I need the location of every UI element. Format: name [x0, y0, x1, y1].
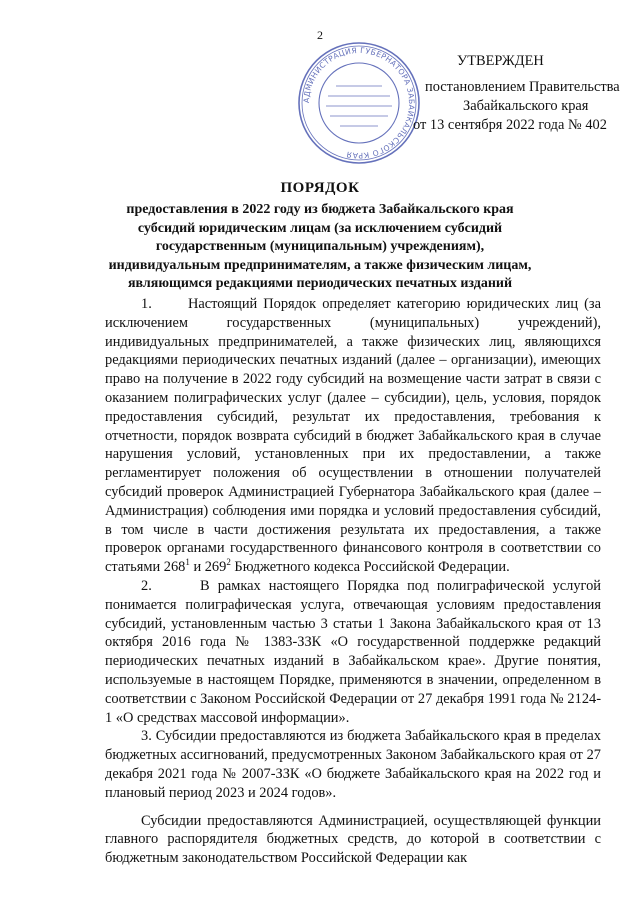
- document-body: [105, 295, 601, 868]
- approval-title: УТВЕРЖДЕН: [457, 53, 544, 69]
- paragraph-2: 2. В рамках настоящего Порядка под полиграфической услугой понимается полиграфическая услуга, отвечающая условиям предоставления субсидий, установленным частью 3 статьи 1 Закона Забайкальского края от 13 октября 2016 года № 1383-ЗЗК «О государственной поддержке редакций периодических печатных изданий в Забайкальском крае». Другие понятия, используемые в настоящем Порядке, применяются в значении, определенном в соответствии с Законом Российской Федерации от 27 декабря 1991 года № 2124-1 «О средствах массовой информации».: [105, 577, 601, 726]
- approval-block: [407, 52, 620, 135]
- approval-line-2: Забайкальского края: [463, 98, 589, 114]
- paragraph-1-text-a: 1. Настоящий Порядок определяет категорию юридических лиц (за исключением государственных (муниципальных) учреждений), индивидуальных предпринимателей, а также физических лиц, являющихся редакциями периодических печатных изданий (далее – организации), имеющих право на получение в 2022 году субсидий на возмещение части затрат в связи с оказанием полиграфических услуг (далее – субсидии), цель, условия, порядок предоставления субсидий, результат их предоставления, требования к отчетности, порядок возврата субсидий в бюджет Забайкальского края в случае нарушения условий, установленных при их предоставлении, а также регламентирует положения об осуществлении в отношении получателей субсидий проверок Администрацией Губернатора Забайкальского края (далее – Администрация) соблюдения ими порядка и условий предоставления субсидий, в том числе в части достижения результата их предоставления, а также проверок органами государственного финансового контроля в соответствии со статьями 268: [105, 296, 601, 576]
- paragraph-1-text-c: Бюджетного кодекса Российской Федерации.: [230, 559, 510, 576]
- document-heading: [100, 180, 540, 294]
- page-number: 2: [317, 28, 323, 42]
- paragraph-4: Субсидии предоставляются Администрацией, осуществляющей функции главного распорядителя бюджетных средств, до которой в соответствии с бюджетным законодательством Российской Федерации как: [105, 812, 601, 867]
- document-subtitle: предоставления в 2022 году из бюджета Забайкальского края субсидий юридическим лицам (за исключением субсидий государственным (муниципальным) учреждениям), индивидуальным предпринимателям, а также физическим лицам, являющимся редакциями периодических печатных изданий: [108, 202, 532, 291]
- approval-line-3: от 13 сентября 2022 года № 402: [413, 117, 607, 133]
- stamp-ring-text: АДМИНИСТРАЦИЯ ГУБЕРНАТОРА ЗАБАЙКАЛЬСКОГО КРАЯ: [301, 45, 417, 161]
- document-title: ПОРЯДОК: [280, 180, 360, 196]
- paragraph-1-sup-2: 2: [226, 557, 231, 568]
- paragraph-1-sup-1: 1: [185, 557, 190, 568]
- paragraph-3: 3. Субсидии предоставляются из бюджета Забайкальского края в пределах бюджетных ассигнований, предусмотренных Законом Забайкальского края от 27 декабря 2021 года № 2007-ЗЗК «О бюджете Забайкальского края на 2022 год и плановый период 2023 и 2024 годов».: [105, 728, 601, 801]
- approval-line-1: постановлением Правительства: [425, 79, 620, 95]
- official-seal-stamp: [296, 40, 422, 166]
- paragraph-1: [105, 295, 601, 577]
- paragraph-1-text-b: и 269: [189, 559, 227, 576]
